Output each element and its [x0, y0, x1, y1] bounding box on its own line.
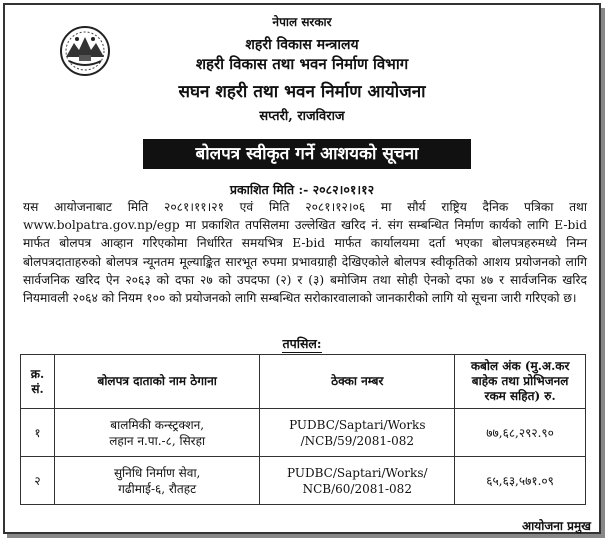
bidder-name: सुनिधि निर्माण सेवा,	[113, 465, 201, 480]
bidders-table	[20, 354, 586, 505]
contract-number-part1: PUDBC/Saptari/Works/	[287, 465, 428, 480]
contract-number-part2: /NCB/59/2081-082	[300, 433, 414, 448]
ministry-name: शहरी विकास मन्त्रालय	[245, 37, 359, 53]
department-name: शहरी विकास तथा भवन निर्माण विभाग	[195, 55, 409, 73]
contract-number-part1: PUDBC/Saptari/Works	[289, 417, 426, 432]
row-contract	[260, 457, 455, 505]
project-location: सप्तरी, राजविराज	[259, 109, 345, 124]
government-name: नेपाल सरकार	[272, 15, 332, 29]
notice-page	[3, 3, 601, 534]
row-bidder	[54, 409, 259, 457]
table-row	[21, 457, 586, 505]
table-row	[21, 409, 586, 457]
row-amount: ६५,६३,५७१.०९	[455, 457, 586, 505]
project-name: सघन शहरी तथा भवन निर्माण आयोजना	[178, 82, 426, 102]
table-header-row	[21, 355, 586, 409]
bidder-name: बालमिकी कन्स्ट्रक्शन,	[110, 417, 205, 432]
signatory-title: आयोजना प्रमुख	[521, 519, 591, 533]
table-caption	[5, 335, 599, 352]
header-serial: क्र. सं.	[21, 355, 55, 409]
published-date: प्रकाशित मिति :- २०८२।०१।१२	[229, 182, 375, 197]
header-bid-amount: कबोल अंक (मु.अ.कर बाहेक तथा प्रोभिजनल रकम सहित) रु.	[455, 355, 586, 409]
bidder-address: लहान न.पा.-८, सिरहा	[109, 433, 206, 448]
header-bidder-name: बोलपत्र दाताको नाम ठेगाना	[54, 355, 259, 409]
header-contract-number: ठेक्का नम्बर	[260, 355, 455, 409]
bidder-address: गढीमाई-६, रौतहट	[118, 481, 197, 496]
contract-number-part2: NCB/60/2081-082	[302, 481, 412, 496]
notice-body: यस आयोजनाबाट मिति २०८१।११।२१ एवं मिति २०८१।१२।०६ मा सौर्य राष्ट्रिय दैनिक पत्रिका तथा www.bolpatra.gov.np/egp मा प्रकाशित तपसिलमा उल्लेखित खरिद नं. संग सम्बन्धित निर्माण कार्यको लागि E-bid मार्फत बोलपत्र आव्हान गरिएकोमा निर्धारित समयभित्र E-bid मार्फत कार्यालयमा दर्ता भएका बोलपत्रहरुमध्ये निम्न बोलपत्रदाताहरुको बोलपत्र न्यूनतम मूल्याङ्कित सारभूत रुपमा प्रभावग्राही देखिएकोले बोलपत्र स्वीकृतिको आशय प्रयोजनको लागि सार्वजनिक खरिद ऐन २०६३ को दफा २७ को उपदफा (२) र (३) बमोजिम तथा सोही ऐनको दफा ४७ र सार्वजनिक खरिद नियमावली २०६४ को नियम १०० को प्रयोजनको लागि सम्बन्धित सरोकारवालाको जानकारीको लागि यो सूचना जारी गरिएको छ।	[23, 200, 587, 306]
notice-title: बोलपत्र स्वीकृत गर्ने आशयको सूचना	[143, 139, 471, 169]
row-contract	[260, 409, 455, 457]
row-serial: २	[21, 457, 55, 505]
row-serial: १	[21, 409, 55, 457]
table-caption-text: तपसिल:	[282, 336, 322, 351]
row-amount: ७७,६८,२९२.९०	[455, 409, 586, 457]
row-bidder	[54, 457, 259, 505]
